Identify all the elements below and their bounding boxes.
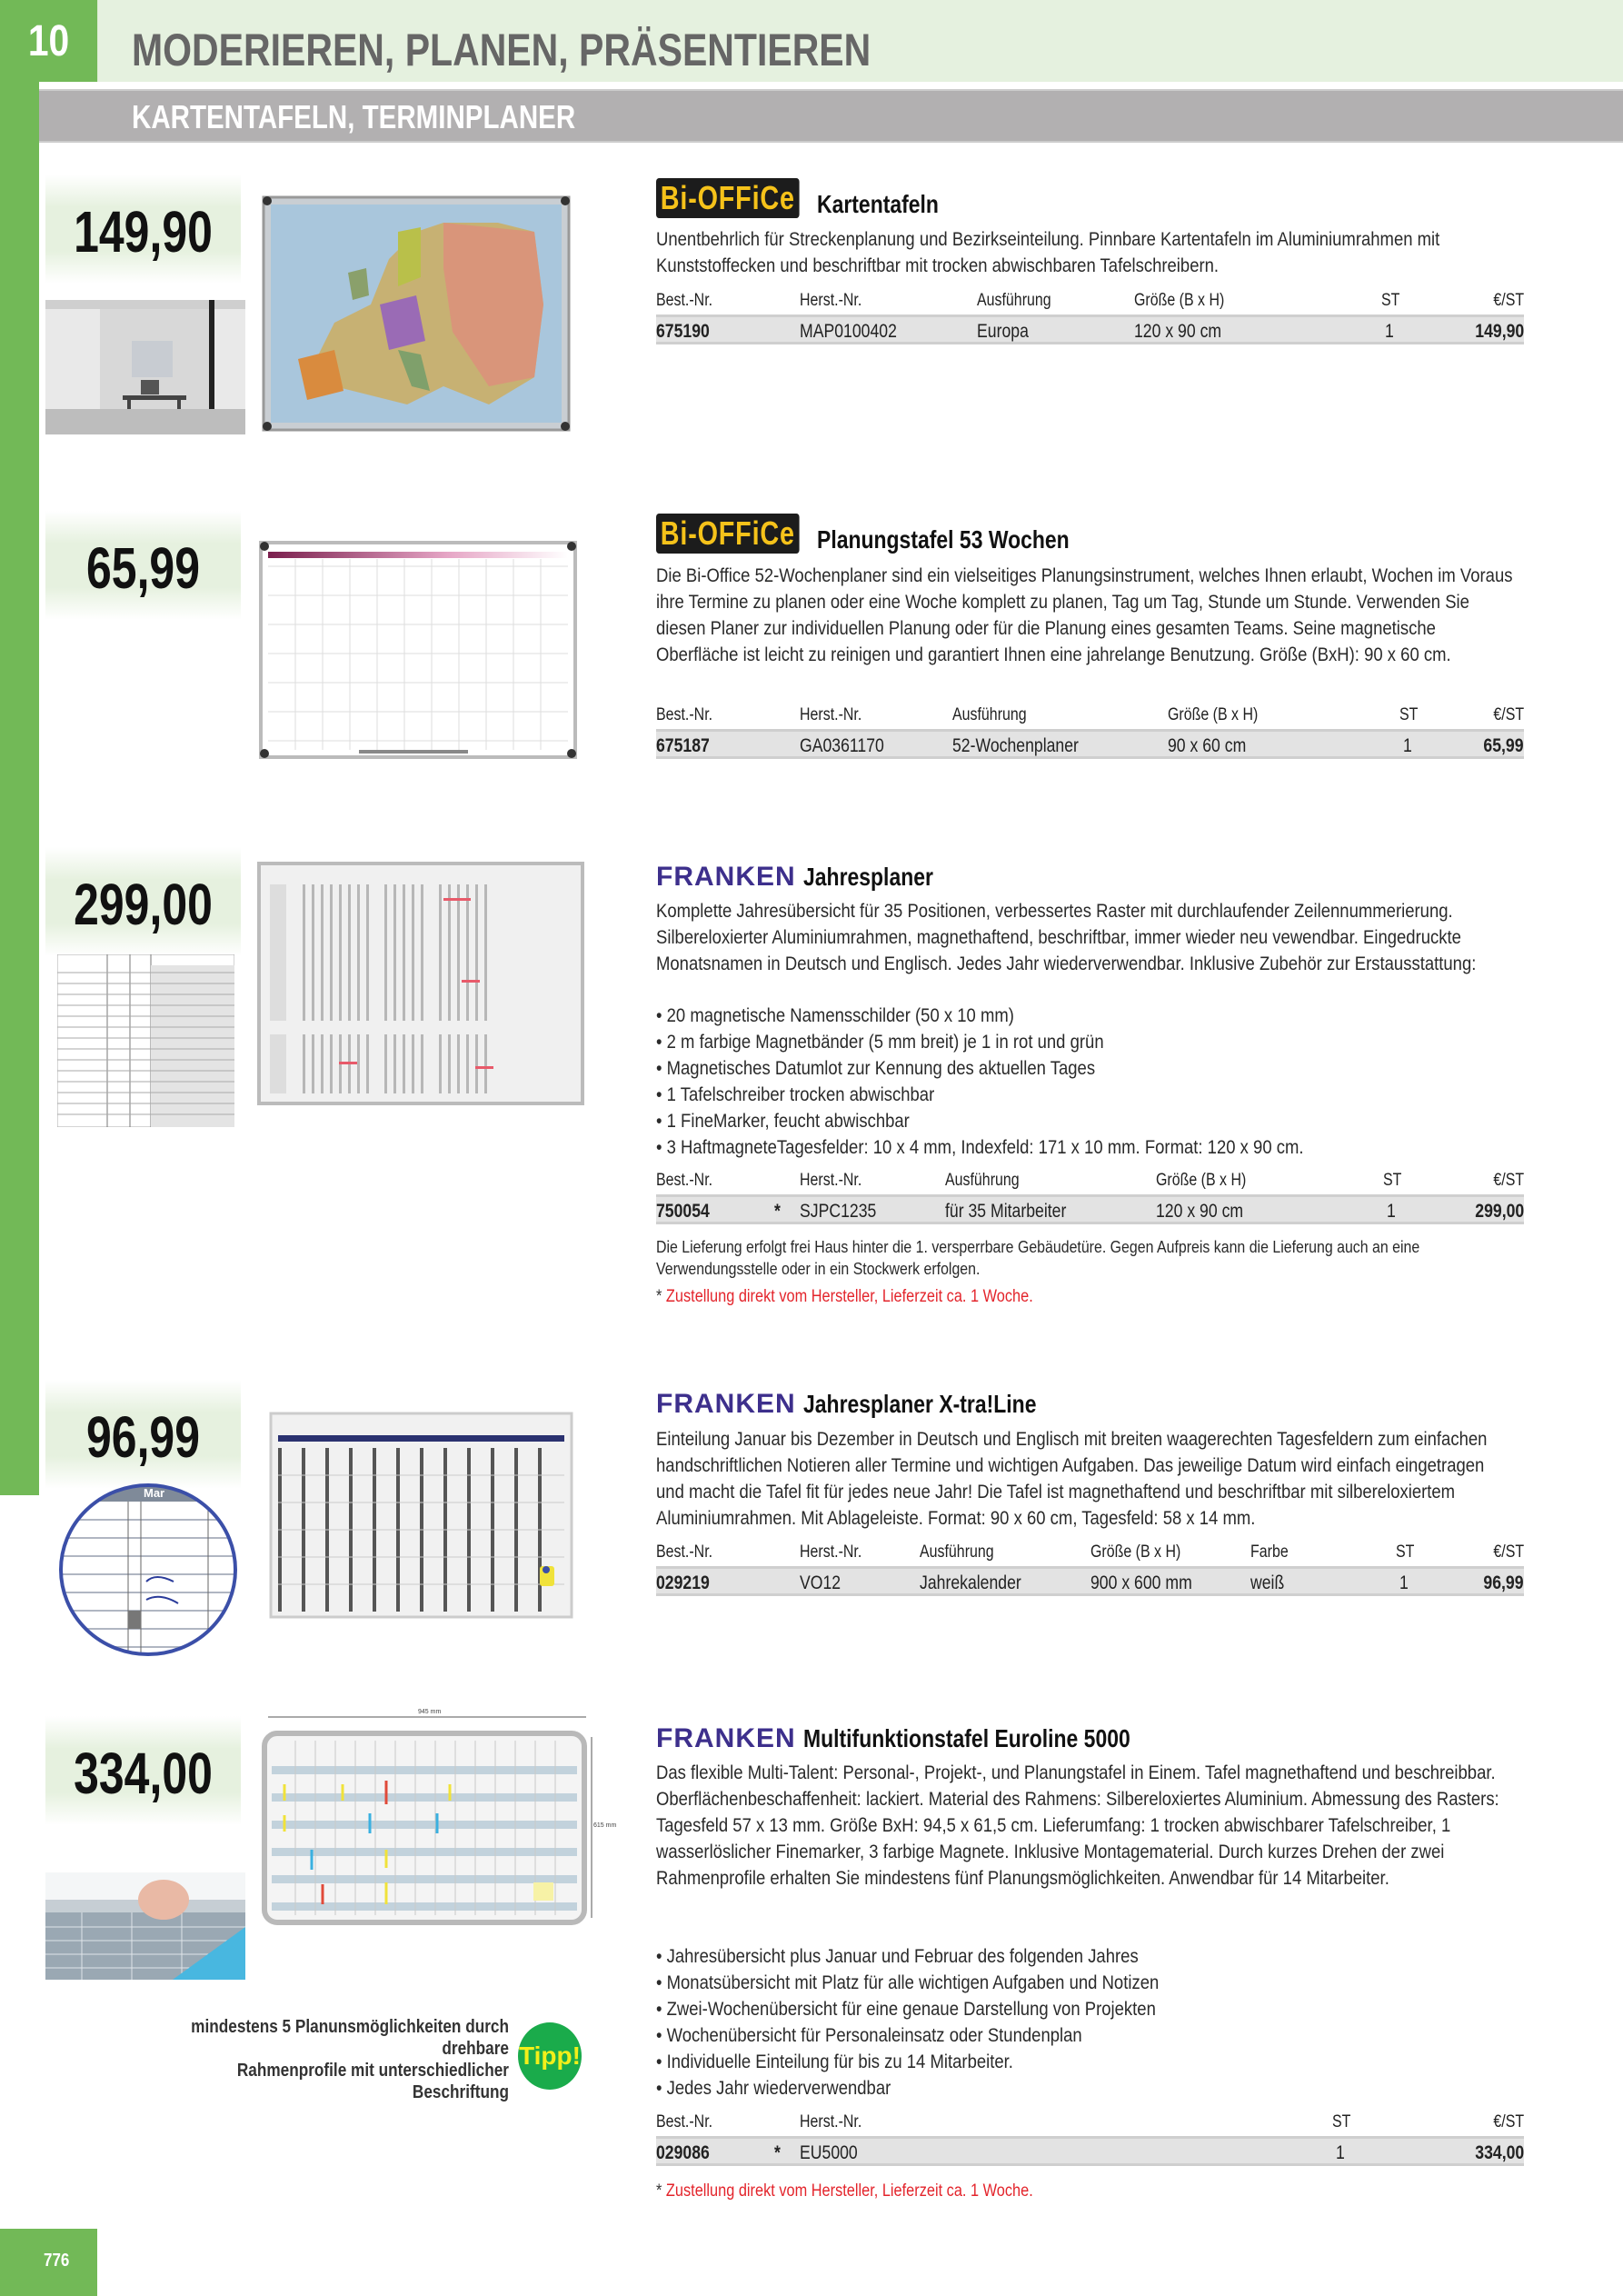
price-box: [45, 175, 241, 284]
feature-item: • 1 Tafelschreiber trocken abwischbar: [656, 1082, 1516, 1108]
tip-text: [165, 2016, 509, 2103]
col-best: Best.-Nr.: [656, 291, 713, 310]
table-header: [656, 1167, 1524, 1194]
page-title: MODERIEREN, PLANEN, PRÄSENTIEREN: [132, 25, 871, 75]
price-box: [45, 1716, 241, 1825]
drop-ship-marker: *: [774, 1201, 781, 1222]
product-table: [656, 1167, 1524, 1224]
cell-groesse: 120 x 90 cm: [1156, 1201, 1244, 1222]
product-table: [656, 1539, 1524, 1596]
col-groesse: Größe (B x H): [1156, 1171, 1247, 1190]
col-best: Best.-Nr.: [656, 2112, 713, 2131]
product-heading: [656, 1725, 1201, 1752]
price-box: [45, 847, 241, 956]
product-description: Die Bi-Office 52-Wochenplaner sind ein vielseitiges Planungsinstrument, welches Ihnen erlaubt, Wochen im Voraus ihre Termine zu planen oder eine Woche komplett zu planen, Tag um Tag, Stunde um Stunde. Verwenden Sie diesen Planer zur individuellen Planung oder für die Planung eines gesamten Teams. Seine magnetische Oberfläche ist leicht zu reinigen und garantiert Ihnen eine jahrelange Benutzung. Größe (BxH): 90 x 60 cm.: [656, 564, 1513, 665]
col-ausf: Ausführung: [945, 1171, 1020, 1190]
col-groesse: Größe (B x H): [1090, 1542, 1181, 1562]
col-eur: €/ST: [1493, 291, 1524, 310]
product-heading: [656, 1391, 1087, 1418]
section-title: KARTENTAFELN, TERMINPLANER: [132, 98, 576, 135]
cell-eur: 299,00: [1475, 1201, 1524, 1222]
cell-herst: GA0361170: [800, 735, 884, 756]
feature-item: • 3 HaftmagneteTagesfelder: 10 x 4 mm, Indexfeld: 171 x 10 mm. Format: 120 x 90 cm.: [656, 1134, 1516, 1161]
table-row[interactable]: [656, 2136, 1524, 2166]
feature-item: • Zwei-Wochenübersicht für eine genaue Darstellung von Projekten: [656, 1996, 1516, 2022]
inset-month-label: Mar: [144, 1486, 165, 1500]
product-title: Planungstafel 53 Wochen: [817, 525, 1070, 554]
cell-herst: EU5000: [800, 2142, 858, 2163]
feature-item: • Jedes Jahr wiederverwendbar: [656, 2075, 1516, 2101]
cell-ausf: 52-Wochenplaner: [952, 735, 1079, 756]
cell-ausf: für 35 Mitarbeiter: [945, 1201, 1067, 1222]
franken-logo: FRANKEN: [656, 1723, 796, 1753]
col-best: Best.-Nr.: [656, 705, 713, 724]
cell-st: 1: [1385, 321, 1394, 342]
asterisk: *: [656, 1287, 662, 1306]
table-row[interactable]: [656, 729, 1524, 759]
europe-map-board-image: [262, 195, 571, 432]
cell-herst: VO12: [800, 1572, 841, 1593]
col-st: ST: [1396, 1542, 1415, 1562]
cell-groesse: 120 x 90 cm: [1134, 321, 1222, 342]
cell-best: 029086: [656, 2142, 710, 2163]
table-header: [656, 1539, 1524, 1566]
col-eur: €/ST: [1493, 1542, 1524, 1562]
feature-list: [656, 1003, 1516, 1161]
euroline-board-image: [259, 1704, 627, 1932]
franken-logo: FRANKEN: [656, 862, 796, 892]
tip-badge: [518, 2022, 582, 2090]
col-best: Best.-Nr.: [656, 1171, 713, 1190]
table-row[interactable]: [656, 1194, 1524, 1224]
col-groesse: Größe (B x H): [1134, 291, 1225, 310]
page-number: 776: [44, 2251, 70, 2271]
drop-ship-text: Zustellung direkt vom Hersteller, Lieferzeit ca. 1 Woche.: [665, 2181, 1033, 2201]
price-box: [45, 511, 241, 620]
col-st: ST: [1399, 705, 1419, 724]
planner-magnifier-inset: [57, 1482, 239, 1659]
product-heading: [656, 178, 965, 218]
col-best: Best.-Nr.: [656, 1542, 713, 1562]
product-table: [656, 287, 1524, 344]
product-description: Unentbehrlich für Streckenplanung und Bezirkseinteilung. Pinnbare Kartentafeln im Aluminiumrahmen mit Kunststoffecken und beschriftbar mit trocken abwischbaren Tafelschreibern.: [656, 228, 1440, 276]
rotating-frame-photo: [45, 1872, 245, 1980]
col-st: ST: [1381, 291, 1400, 310]
tip-badge-label: Tipp!: [519, 2041, 581, 2070]
table-row[interactable]: [656, 1566, 1524, 1596]
product-description: Komplette Jahresübersicht für 35 Positionen, verbessertes Raster mit durchlaufender Zeilennummerierung. Silbereloxierter Aluminiumrahmen, magnethaftend, beschriftbar, immer wieder neu vewendbar. Eingedruckte Monatsnamen in Deutsch und Englisch. Jedes Jahr wiederverwendbar. Inklusive Zubehör zur Erstausstattung:: [656, 900, 1477, 974]
cell-eur: 334,00: [1475, 2142, 1524, 2163]
col-herst: Herst.-Nr.: [800, 1542, 862, 1562]
col-farbe: Farbe: [1250, 1542, 1289, 1562]
product-heading: [656, 514, 1125, 554]
drop-ship-note: [656, 1287, 1033, 1307]
office-room-photo: [45, 300, 245, 434]
table-header: [656, 2109, 1524, 2136]
table-row[interactable]: [656, 314, 1524, 344]
cell-best: 675190: [656, 321, 710, 342]
col-ausf: Ausführung: [977, 291, 1051, 310]
col-ausf: Ausführung: [920, 1542, 994, 1562]
weekly-planner-board-image: [259, 541, 577, 759]
price-label: 334,00: [74, 1741, 213, 1806]
col-eur: €/ST: [1493, 1171, 1524, 1190]
cell-ausf: Europa: [977, 321, 1029, 342]
year-planner-board-image: [257, 862, 584, 1105]
product-title: Multifunktionstafel Euroline 5000: [802, 1724, 1130, 1752]
cell-herst: SJPC1235: [800, 1201, 877, 1222]
col-ausf: Ausführung: [952, 705, 1027, 724]
cell-groesse: 90 x 60 cm: [1168, 735, 1247, 756]
table-header: [656, 287, 1524, 314]
col-herst: Herst.-Nr.: [800, 291, 862, 310]
cell-eur: 65,99: [1483, 735, 1524, 756]
drop-ship-marker: *: [774, 2142, 781, 2163]
feature-item: • Monatsübersicht mit Platz für alle wichtigen Aufgaben und Notizen: [656, 1970, 1516, 1996]
col-groesse: Größe (B x H): [1168, 705, 1259, 724]
cell-ausf: Jahrekalender: [920, 1572, 1021, 1593]
cell-eur: 96,99: [1483, 1572, 1524, 1593]
cell-herst: MAP0100402: [800, 321, 897, 342]
drop-ship-note: [656, 2181, 1033, 2201]
product-heading: [656, 863, 961, 891]
table-header: [656, 702, 1524, 729]
price-box: [45, 1380, 241, 1489]
cell-groesse: 900 x 600 mm: [1090, 1572, 1192, 1593]
col-eur: €/ST: [1493, 2112, 1524, 2131]
col-herst: Herst.-Nr.: [800, 705, 862, 724]
bi-office-logo: Bi-OFFiCe: [656, 178, 800, 218]
planner-grid-detail-image: [57, 954, 234, 1127]
chapter-number-box: [0, 0, 97, 82]
feature-item: • 20 magnetische Namensschilder (50 x 10 mm): [656, 1003, 1516, 1029]
col-herst: Herst.-Nr.: [800, 1171, 862, 1190]
bi-office-logo: Bi-OFFiCe: [656, 514, 800, 554]
col-st: ST: [1383, 1171, 1402, 1190]
tip-text-line: Rahmenprofile mit unterschiedlicher Beschriftung: [236, 2061, 509, 2102]
franken-logo: FRANKEN: [656, 1389, 796, 1419]
cell-st: 1: [1403, 735, 1412, 756]
cell-best: 029219: [656, 1572, 710, 1593]
product-description: Einteilung Januar bis Dezember in Deutsch und Englisch mit breiten waagerechten Tagesfeldern zum einfachen handschriftlichen Notieren aller Termine und wichtigen Aufgaben. Das jeweilige Datum wird einfach eingetragen und macht die Tafel fit für jedes neue Jahr! Die Tafel ist magnethaftend und beschriftbar mit silbereloxiertem Aluminiumrahmen. Mit Ablageleiste. Format: 90 x 60 cm, Tagesfeld: 58 x 14 mm.: [656, 1428, 1488, 1529]
col-st: ST: [1332, 2112, 1351, 2131]
feature-item: • 1 FineMarker, feucht abwischbar: [656, 1108, 1516, 1134]
feature-list: [656, 1943, 1516, 2101]
cell-st: 1: [1336, 2142, 1345, 2163]
product-title: Kartentafeln: [817, 190, 939, 218]
cell-eur: 149,90: [1475, 321, 1524, 342]
chapter-sidebar-bar: [0, 0, 39, 1495]
price-label: 96,99: [86, 1404, 200, 1470]
asterisk: *: [656, 2181, 662, 2201]
cell-farbe: weiß: [1250, 1572, 1285, 1593]
product-table: [656, 2109, 1524, 2166]
drop-ship-text: Zustellung direkt vom Hersteller, Lieferzeit ca. 1 Woche.: [665, 1287, 1033, 1306]
chapter-number: 10: [27, 16, 70, 65]
dimension-height-label: 615 mm: [593, 1822, 617, 1829]
cell-best: 675187: [656, 735, 710, 756]
product-table: [656, 702, 1524, 759]
feature-item: • Wochenübersicht für Personaleinsatz oder Stundenplan: [656, 2022, 1516, 2049]
col-herst: Herst.-Nr.: [800, 2112, 862, 2131]
dimension-width-label: 945 mm: [418, 1709, 442, 1715]
xtraline-planner-board-image: [269, 1412, 573, 1619]
delivery-note: Die Lieferung erfolgt frei Haus hinter die 1. versperrbare Gebäudetüre. Gegen Aufpreis kann die Lieferung auch an eine Verwendungsstelle oder in ein Stockwerk erfolgen.: [656, 1237, 1420, 1278]
price-label: 299,00: [74, 872, 213, 937]
price-label: 65,99: [86, 535, 200, 601]
product-title: Jahresplaner X-tra!Line: [802, 1390, 1037, 1418]
cell-st: 1: [1399, 1572, 1409, 1593]
feature-item: • Magnetisches Datumlot zur Kennung des aktuellen Tages: [656, 1055, 1516, 1082]
product-title: Jahresplaner: [802, 863, 933, 891]
tip-text-line: mindestens 5 Planunsmöglichkeiten durch drehbare: [191, 2017, 509, 2059]
col-eur: €/ST: [1493, 705, 1524, 724]
cell-best: 750054: [656, 1201, 710, 1222]
product-description: Das flexible Multi-Talent: Personal-, Projekt-, und Planungstafel in Einem. Tafel magnethaftend und beschreibbar. Oberflächenbeschaffenheit: lackiert. Material des Rahmens: Silbereloxiertes Aluminium. Abmessung des Rasters: Tagesfeld 57 x 13 mm. Größe BxH: 94,5 x 61,5 cm. Lieferumfang: 1 trocken abwischbarer Tafelschreiber, 1 wasserlöslicher Finemarker, 3 farbige Magnete. Inklusive Montagematerial. Durch kurzes Drehen der zwei Rahmenprofile erhalten Sie mindestens fünf Planungsmöglichkeiten. Anwendbar für 14 Mitarbeiter.: [656, 1762, 1499, 1889]
cell-st: 1: [1387, 1201, 1396, 1222]
feature-item: • 2 m farbige Magnetbänder (5 mm breit) je 1 in rot und grün: [656, 1029, 1516, 1055]
feature-item: • Jahresübersicht plus Januar und Februar des folgenden Jahres: [656, 1943, 1516, 1970]
price-label: 149,90: [74, 199, 213, 265]
feature-item: • Individuelle Einteilung für bis zu 14 Mitarbeiter.: [656, 2049, 1516, 2075]
